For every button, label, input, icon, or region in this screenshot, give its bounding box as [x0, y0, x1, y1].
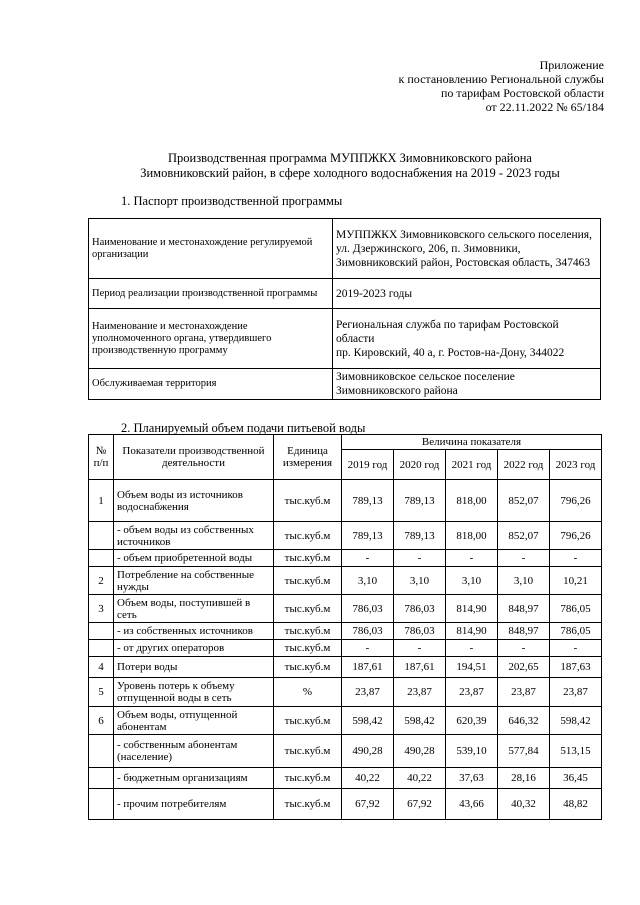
row-value: 796,26 — [550, 522, 602, 550]
row-value: - — [498, 550, 550, 567]
row-value: 490,28 — [342, 735, 394, 768]
row-value: 577,84 — [498, 735, 550, 768]
row-value: 848,97 — [498, 595, 550, 623]
row-indicator: Объем воды из источников водоснабжения — [114, 480, 274, 522]
row-value: - — [342, 550, 394, 567]
row-number: 4 — [89, 657, 114, 678]
row-value: 490,28 — [394, 735, 446, 768]
row-indicator: - собственным абонентам (население) — [114, 735, 274, 768]
row-indicator: Объем воды, поступившей в сеть — [114, 595, 274, 623]
row-unit: % — [274, 678, 342, 707]
row-unit: тыс.куб.м — [274, 550, 342, 567]
row-value: - — [446, 550, 498, 567]
appendix-line: к постановлению Региональной службы — [398, 72, 604, 86]
row-value: - — [498, 640, 550, 657]
title-line: Производственная программа МУППЖКХ Зимовниковского района — [168, 151, 532, 165]
row-number: 6 — [89, 707, 114, 735]
row-number — [89, 640, 114, 657]
table-row — [89, 707, 602, 735]
row-value: 187,61 — [394, 657, 446, 678]
passport-value: МУППЖКХ Зимовниковского сельского поселения, ул. Дзержинского, 206, п. Зимовники, Зимовниковский район, Ростовская область, 347463 — [333, 219, 601, 279]
header-year: 2020 год — [394, 450, 446, 480]
table-row — [89, 522, 602, 550]
header-name: Показатели производственной деятельности — [114, 435, 274, 480]
passport-row — [89, 279, 601, 309]
row-indicator: - объем приобретенной воды — [114, 550, 274, 567]
row-value: 3,10 — [446, 567, 498, 595]
row-unit: тыс.куб.м — [274, 480, 342, 522]
row-number: 1 — [89, 480, 114, 522]
row-value: 789,13 — [394, 480, 446, 522]
row-indicator: Потери воды — [114, 657, 274, 678]
row-value: 187,63 — [550, 657, 602, 678]
row-value: 23,87 — [550, 678, 602, 707]
row-value: 48,82 — [550, 789, 602, 820]
row-value: 43,66 — [446, 789, 498, 820]
row-value: 789,13 — [342, 522, 394, 550]
passport-table — [88, 218, 601, 400]
row-value: 3,10 — [498, 567, 550, 595]
row-value: 786,03 — [342, 595, 394, 623]
passport-row — [89, 309, 601, 369]
table-row — [89, 550, 602, 567]
row-value: - — [342, 640, 394, 657]
row-unit: тыс.куб.м — [274, 657, 342, 678]
table-row — [89, 678, 602, 707]
row-value: 848,97 — [498, 623, 550, 640]
header-group: Величина показателя — [342, 435, 602, 450]
row-indicator: - из собственных источников — [114, 623, 274, 640]
row-value: 814,90 — [446, 623, 498, 640]
row-unit: тыс.куб.м — [274, 768, 342, 789]
row-value: 818,00 — [446, 480, 498, 522]
row-number: 5 — [89, 678, 114, 707]
row-unit: тыс.куб.м — [274, 789, 342, 820]
row-value: 796,26 — [550, 480, 602, 522]
row-indicator: - прочим потребителям — [114, 789, 274, 820]
section1-heading: 1. Паспорт производственной программы — [121, 194, 343, 208]
passport-value — [333, 309, 601, 369]
row-value: 36,45 — [550, 768, 602, 789]
passport-label: Наименование и местонахождение регулируемой организации — [89, 219, 333, 279]
row-unit: тыс.куб.м — [274, 735, 342, 768]
row-value: 40,22 — [342, 768, 394, 789]
row-unit: тыс.куб.м — [274, 522, 342, 550]
appendix-block — [399, 58, 604, 114]
row-value: 789,13 — [342, 480, 394, 522]
row-value: 202,65 — [498, 657, 550, 678]
row-value: 646,32 — [498, 707, 550, 735]
row-number — [89, 522, 114, 550]
row-value: 187,61 — [342, 657, 394, 678]
title-line: Зимовниковский район, в сфере холодного водоснабжения на 2019 - 2023 годы — [140, 166, 560, 180]
row-number — [89, 623, 114, 640]
row-value: - — [394, 640, 446, 657]
row-value: - — [446, 640, 498, 657]
passport-value: Зимовниковское сельское поселение Зимовниковского района — [333, 369, 601, 400]
row-unit: тыс.куб.м — [274, 707, 342, 735]
appendix-line: по тарифам Ростовской области — [440, 86, 604, 100]
table-row — [89, 640, 602, 657]
table-row — [89, 480, 602, 522]
row-value: 3,10 — [342, 567, 394, 595]
row-value: - — [550, 640, 602, 657]
header-num: № п/п — [89, 435, 114, 480]
table-row — [89, 735, 602, 768]
header-year: 2019 год — [342, 450, 394, 480]
table-row — [89, 789, 602, 820]
table-row — [89, 623, 602, 640]
row-indicator: Уровень потерь к объему отпущенной воды в сеть — [114, 678, 274, 707]
row-indicator: - от других операторов — [114, 640, 274, 657]
passport-row — [89, 369, 601, 400]
row-unit: тыс.куб.м — [274, 623, 342, 640]
passport-value-line: пр. Кировский, 40 а, г. Ростов-на-Дону, 344022 — [336, 346, 565, 359]
header-year: 2023 год — [550, 450, 602, 480]
header-year: 2021 год — [446, 450, 498, 480]
row-value: 852,07 — [498, 480, 550, 522]
passport-label: Обслуживаемая территория — [89, 369, 333, 400]
row-value: 23,87 — [498, 678, 550, 707]
row-value: 598,42 — [342, 707, 394, 735]
table-row — [89, 595, 602, 623]
volume-table — [88, 434, 602, 820]
row-value: 40,32 — [498, 789, 550, 820]
row-value: 67,92 — [342, 789, 394, 820]
row-value: 67,92 — [394, 789, 446, 820]
section2-heading: 2. Планируемый объем подачи питьевой воды — [121, 421, 366, 435]
row-number — [89, 550, 114, 567]
row-value: 37,63 — [446, 768, 498, 789]
row-value: 23,87 — [446, 678, 498, 707]
appendix-line: Приложение — [539, 58, 604, 72]
passport-label: Наименование и местонахождение уполномоченного органа, утвердившего производственную программу — [89, 309, 333, 369]
row-value: - — [550, 550, 602, 567]
passport-value-line: Региональная служба по тарифам Ростовской области — [336, 318, 559, 345]
row-value: 539,10 — [446, 735, 498, 768]
table-header-row — [89, 435, 602, 450]
row-value: 598,42 — [550, 707, 602, 735]
row-value: 786,05 — [550, 595, 602, 623]
row-value: 23,87 — [342, 678, 394, 707]
row-indicator: - бюджетным организациям — [114, 768, 274, 789]
row-value: 620,39 — [446, 707, 498, 735]
row-value: 513,15 — [550, 735, 602, 768]
row-indicator: Объем воды, отпущенной абонентам — [114, 707, 274, 735]
table-row — [89, 657, 602, 678]
row-number — [89, 768, 114, 789]
row-value: 786,05 — [550, 623, 602, 640]
row-value: 40,22 — [394, 768, 446, 789]
row-value: 786,03 — [394, 595, 446, 623]
row-number: 3 — [89, 595, 114, 623]
document-title — [80, 151, 620, 181]
row-number — [89, 789, 114, 820]
row-value: 194,51 — [446, 657, 498, 678]
row-value: 786,03 — [342, 623, 394, 640]
header-unit: Единица измерения — [274, 435, 342, 480]
row-value: 852,07 — [498, 522, 550, 550]
row-value: 28,16 — [498, 768, 550, 789]
row-value: 10,21 — [550, 567, 602, 595]
row-value: 786,03 — [394, 623, 446, 640]
passport-row — [89, 219, 601, 279]
row-value: 598,42 — [394, 707, 446, 735]
row-number — [89, 735, 114, 768]
row-indicator: - объем воды из собственных источников — [114, 522, 274, 550]
volume-table-body — [89, 480, 602, 820]
row-value: 3,10 — [394, 567, 446, 595]
row-value: 818,00 — [446, 522, 498, 550]
appendix-date: от 22.11.2022 № 65/184 — [485, 100, 604, 114]
row-value: - — [394, 550, 446, 567]
passport-value: 2019-2023 годы — [333, 279, 601, 309]
row-number: 2 — [89, 567, 114, 595]
row-indicator: Потребление на собственные нужды — [114, 567, 274, 595]
header-year: 2022 год — [498, 450, 550, 480]
passport-label: Период реализации производственной программы — [89, 279, 333, 309]
table-row — [89, 567, 602, 595]
row-value: 23,87 — [394, 678, 446, 707]
row-unit: тыс.куб.м — [274, 640, 342, 657]
row-unit: тыс.куб.м — [274, 595, 342, 623]
row-value: 789,13 — [394, 522, 446, 550]
row-value: 814,90 — [446, 595, 498, 623]
table-row — [89, 768, 602, 789]
row-unit: тыс.куб.м — [274, 567, 342, 595]
